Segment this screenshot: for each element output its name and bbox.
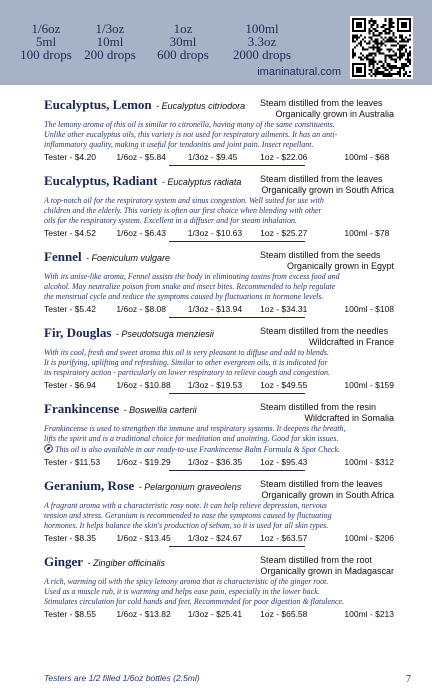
price-item: 100ml - $312 bbox=[344, 457, 395, 467]
description-line bbox=[44, 501, 394, 511]
extraction-method: Steam distilled from the seeds bbox=[260, 250, 381, 260]
description-text: oils for the respiratory system. Excellent in a diffuser and for steam inhalation. bbox=[44, 216, 298, 225]
oil-name: Ginger bbox=[44, 554, 83, 569]
description-line bbox=[44, 424, 394, 434]
size-ml: 10ml bbox=[96, 34, 124, 49]
entry-header bbox=[44, 400, 394, 416]
price-item: 100ml - $78 bbox=[344, 228, 390, 238]
size-column bbox=[148, 22, 218, 61]
latin-name: - Zingiber officinalis bbox=[87, 558, 165, 568]
description-line bbox=[44, 292, 394, 302]
price-item: 1oz - $65.58 bbox=[260, 609, 308, 619]
origin: Organically grown in Australia bbox=[275, 109, 394, 119]
oil-name: Eucalyptus, Lemon bbox=[44, 97, 152, 112]
price-item: 1/3oz - $10.63 bbox=[187, 228, 243, 238]
description-line bbox=[44, 216, 394, 226]
header-band bbox=[0, 0, 432, 85]
price-item: 1/6oz - $10.88 bbox=[116, 380, 171, 390]
oil-entry bbox=[44, 477, 394, 547]
description-text: hormones. It helps balance the skin's production of sebum, so it is used for all skin types. bbox=[44, 521, 329, 530]
latin-name: - Foeniculum vulgare bbox=[86, 253, 171, 263]
oil-entry bbox=[44, 553, 394, 619]
size-drops: 100 drops bbox=[20, 47, 72, 62]
extraction-method: Steam distilled from the root bbox=[260, 555, 373, 565]
price-item: 1oz - $95.43 bbox=[260, 457, 308, 467]
description-line bbox=[44, 521, 394, 531]
size-ml: 5ml bbox=[35, 34, 57, 49]
latin-name: - Eucalyptus radiata bbox=[161, 177, 242, 187]
description-line bbox=[44, 140, 394, 150]
price-item: Tester - $4.52 bbox=[44, 228, 96, 238]
divider bbox=[169, 393, 305, 394]
price-row bbox=[44, 152, 394, 162]
size-ml: 30ml bbox=[169, 34, 197, 49]
entry-header bbox=[44, 477, 394, 493]
leaf-icon bbox=[44, 444, 53, 453]
description-text: Stimulates circulation for cold hands and feet. Recommended for poor digestion & flatulence. bbox=[44, 597, 345, 606]
price-row bbox=[44, 380, 394, 390]
description-line bbox=[44, 444, 394, 455]
origin: Organically grown in Madagascar bbox=[260, 566, 394, 576]
size-drops: 200 drops bbox=[84, 47, 136, 62]
price-item: Tester - $8.55 bbox=[44, 609, 96, 619]
description-line bbox=[44, 587, 394, 597]
size-oz: 100ml bbox=[245, 21, 279, 36]
size-column bbox=[218, 22, 306, 61]
description-line bbox=[44, 597, 394, 607]
description-text: The lemony aroma of this oil is similar to citronella, having many of the same constituents. bbox=[44, 120, 335, 129]
latin-name: - Boswellia carterii bbox=[123, 405, 197, 415]
price-item: 1/3oz - $24.67 bbox=[187, 533, 243, 543]
price-item: 1/6oz - $5.84 bbox=[116, 152, 166, 162]
price-item: 100ml - $213 bbox=[344, 609, 395, 619]
oil-entry bbox=[44, 324, 394, 394]
price-item: 100ml - $68 bbox=[344, 152, 390, 162]
size-column bbox=[20, 22, 72, 61]
description-line bbox=[44, 358, 394, 368]
oil-name: Fir, Douglas bbox=[44, 325, 112, 340]
tester-footnote: Testers are 1/2 filled 1/6oz bottles (2.5ml) bbox=[44, 673, 200, 683]
description-text: inflammatory quality, making it useful for tendonitis and joint pain. Insect repellant. bbox=[44, 140, 314, 149]
oil-entry bbox=[44, 400, 394, 471]
price-item: 1/3oz - $25.41 bbox=[187, 609, 243, 619]
size-oz: 1/6oz bbox=[31, 21, 61, 36]
description-text: Used as a muscle rub, it is warming and helps ease pain, especially in the lower back. bbox=[44, 587, 320, 596]
size-chart bbox=[20, 22, 306, 61]
description-line bbox=[44, 130, 394, 140]
extraction-method: Steam distilled from the leaves bbox=[260, 98, 383, 108]
price-item: Tester - $8.35 bbox=[44, 533, 96, 543]
oil-entry bbox=[44, 172, 394, 242]
description-text: alcohol. May neutralize poison from snake and insect bites. Recommended to help regulate bbox=[44, 282, 336, 291]
price-item: 1oz - $63.57 bbox=[260, 533, 308, 543]
price-row bbox=[44, 533, 394, 543]
latin-name: - Pelargonium graveolens bbox=[138, 482, 242, 492]
description-line bbox=[44, 577, 394, 587]
origin: Wildcrafted in Somalia bbox=[304, 413, 394, 423]
oil-entries bbox=[44, 96, 394, 619]
entry-header bbox=[44, 96, 394, 112]
divider bbox=[169, 165, 305, 166]
oil-name: Eucalyptus, Radiant bbox=[44, 173, 158, 188]
price-item: 100ml - $206 bbox=[344, 533, 395, 543]
description-text: lifts the spirit and is a traditional choice for meditation and anointing. Good for skin issues. bbox=[44, 434, 339, 443]
price-row bbox=[44, 609, 394, 619]
description-line bbox=[44, 120, 394, 130]
price-item: 1/6oz - $19.29 bbox=[116, 457, 171, 467]
extraction-method: Steam distilled from the needles bbox=[260, 326, 389, 336]
divider bbox=[169, 241, 305, 242]
description-line bbox=[44, 511, 394, 521]
price-item: 1/3oz - $9.45 bbox=[187, 152, 238, 162]
oil-entry bbox=[44, 248, 394, 318]
price-row bbox=[44, 228, 394, 238]
price-item: 1/3oz - $36.35 bbox=[187, 457, 243, 467]
description-text: Frankincense is used to strengthen the immune and respiratory systems. It deepens the breath, bbox=[44, 424, 346, 433]
price-row bbox=[44, 304, 394, 314]
price-item: 1/6oz - $13.82 bbox=[116, 609, 171, 619]
description-line bbox=[44, 434, 394, 444]
price-item: Tester - $5.42 bbox=[44, 304, 96, 314]
oil-entry bbox=[44, 96, 394, 166]
entry-header bbox=[44, 324, 394, 340]
price-item: 1/3oz - $19.53 bbox=[187, 380, 243, 390]
description-text: its respiratory action - particularly on lower respiratory to relieve cough and congestion. bbox=[44, 368, 330, 377]
size-oz: 1/3oz bbox=[95, 21, 125, 36]
description-text: the menstrual cycle and reduce the symptoms caused by fluctuations in hormone levels. bbox=[44, 292, 324, 301]
description-text: children and the elderly. This variety is often our first choice when blending with other bbox=[44, 206, 322, 215]
extraction-method: Steam distilled from the leaves bbox=[260, 174, 383, 184]
price-item: 1/6oz - $8.08 bbox=[116, 304, 166, 314]
price-item: 1/6oz - $6.43 bbox=[116, 228, 166, 238]
extraction-method: Steam distilled from the resin bbox=[260, 402, 377, 412]
description-line bbox=[44, 206, 394, 216]
qr-code-icon bbox=[350, 16, 413, 79]
divider bbox=[169, 470, 305, 471]
price-item: 1oz - $34.31 bbox=[260, 304, 308, 314]
origin: Organically grown in South Africa bbox=[261, 185, 394, 195]
entry-header bbox=[44, 248, 394, 264]
price-item: 1oz - $49.55 bbox=[260, 380, 308, 390]
description-line bbox=[44, 272, 394, 282]
size-column bbox=[72, 22, 148, 61]
description-text: A rich, warming oil with the spicy lemony aroma that is characteristic of the ginger root. bbox=[44, 577, 329, 586]
oil-name: Fennel bbox=[44, 249, 82, 264]
origin: Wildcrafted in France bbox=[308, 337, 394, 347]
origin: Organically grown in Egypt bbox=[286, 261, 394, 271]
description-line bbox=[44, 368, 394, 378]
origin: Organically grown in South Africa bbox=[261, 490, 394, 500]
description-text: With its cool, fresh and sweet aroma this oil is very pleasant to diffuse and add to blends. bbox=[44, 348, 329, 357]
description-text: Unlike other eucalyptus oils, this variety is not used for respiratory ailments. It has an anti- bbox=[44, 130, 338, 139]
description-text: This oil is also available in our ready-to-use Frankincense Balm Formula & Spot Check. bbox=[55, 445, 340, 454]
size-oz: 1oz bbox=[173, 21, 193, 36]
description-line bbox=[44, 348, 394, 358]
size-drops: 2000 drops bbox=[232, 47, 292, 62]
description-text: A top-notch oil for the respiratory system and sinus congestion. Well suited for use with bbox=[44, 196, 324, 205]
entry-header bbox=[44, 553, 394, 569]
extraction-method: Steam distilled from the leaves bbox=[260, 479, 383, 489]
price-item: 100ml - $108 bbox=[344, 304, 395, 314]
oil-name: Geranium, Rose bbox=[44, 478, 135, 493]
price-item: Tester - $6.94 bbox=[44, 380, 96, 390]
divider bbox=[169, 317, 305, 318]
size-ml: 3.3oz bbox=[247, 34, 277, 49]
price-item: Tester - $11.53 bbox=[44, 457, 101, 467]
entry-header bbox=[44, 172, 394, 188]
price-item: Tester - $4.20 bbox=[44, 152, 96, 162]
website-url[interactable]: imaninatural.com bbox=[257, 66, 341, 78]
description-text: It is purifying, uplifting and refreshing. Similar to other evergreen oils, it is indicated for bbox=[44, 358, 328, 367]
description-text: A fragrant aroma with a characteristic rosy note. It can help relieve depression, nervous bbox=[44, 501, 327, 510]
price-item: 1oz - $25.27 bbox=[260, 228, 308, 238]
description-line bbox=[44, 282, 394, 292]
description-text: With its anise-like aroma, Fennel assists the body in eliminating toxins from excess food and bbox=[44, 272, 340, 281]
latin-name: - Eucalyptus citriodora bbox=[156, 101, 246, 111]
size-drops: 600 drops bbox=[157, 47, 209, 62]
description-text: tension and stress. Geranium is recommended to ease the symptoms caused by fluctuating bbox=[44, 511, 332, 520]
price-item: 1/3oz - $13.94 bbox=[187, 304, 243, 314]
description-line bbox=[44, 196, 394, 206]
price-item: 1oz - $22.06 bbox=[260, 152, 308, 162]
oil-name: Frankincense bbox=[44, 401, 120, 416]
latin-name: - Pseudotsuga menziesii bbox=[115, 329, 214, 339]
price-item: 1/6oz - $13.45 bbox=[116, 533, 171, 543]
divider bbox=[169, 546, 305, 547]
price-item: 100ml - $159 bbox=[344, 380, 395, 390]
page-number: 7 bbox=[406, 674, 411, 685]
price-row bbox=[44, 457, 394, 467]
